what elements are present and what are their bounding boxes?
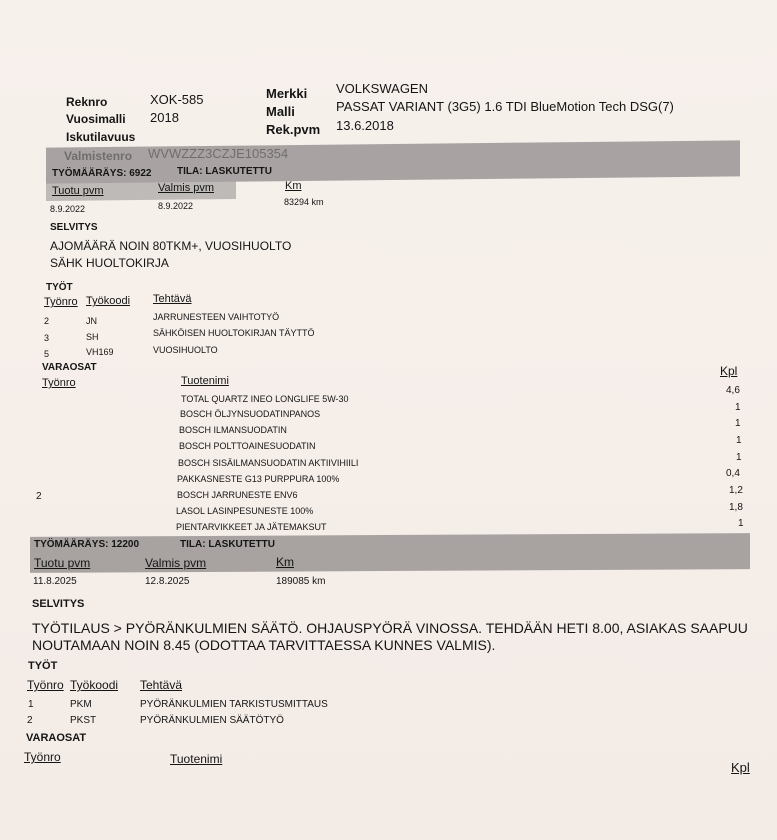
rekpvm-value: 13.6.2018 xyxy=(336,118,394,133)
order2-tyot-label: TYÖT xyxy=(28,660,58,672)
order1-tuotu-header: Tuotu pvm xyxy=(52,185,104,197)
merkki-value: VOLKSWAGEN xyxy=(336,81,428,96)
order2-job-nro: 1 xyxy=(28,699,34,710)
order1-valmis-header: Valmis pvm xyxy=(158,182,215,194)
part-kpl: 1 xyxy=(736,435,742,446)
part-name: BOSCH ÖLJYNSUODATINPANOS xyxy=(180,409,321,419)
part-nro: 2 xyxy=(36,491,42,502)
vuosimalli-label: Vuosimalli xyxy=(66,112,126,126)
part-name: BOSCH JARRUNESTE ENV6 xyxy=(177,490,298,500)
part-name: BOSCH POLTTOAINESUODATIN xyxy=(179,441,316,451)
order1-parts-tyonro-header: Työnro xyxy=(42,377,76,389)
order1-tila: TILA: LASKUTETTU xyxy=(177,166,272,177)
order1-tyot-label: TYÖT xyxy=(46,282,73,293)
order2-tila: TILA: LASKUTETTU xyxy=(180,539,275,550)
part-kpl: 1,2 xyxy=(729,485,743,496)
reknro-value: XOK-585 xyxy=(150,92,204,107)
part-kpl: 1 xyxy=(736,452,742,463)
iskutilavuus-label: Iskutilavuus xyxy=(66,130,136,144)
order2-parts-tyonro-header: Työnro xyxy=(24,750,61,764)
order2-job-tehtava: PYÖRÄNKULMIEN SÄÄTÖTYÖ xyxy=(140,715,284,726)
malli-value: PASSAT VARIANT (3G5) 1.6 TDI BlueMotion Tech DSG(7) xyxy=(336,99,674,114)
order2-tuotu: 11.8.2025 xyxy=(33,576,77,587)
order1-job-koodi: VH169 xyxy=(86,347,114,357)
part-kpl: 1,8 xyxy=(729,502,743,513)
order1-job-tehtava: VUOSIHUOLTO xyxy=(153,345,218,355)
part-name: BOSCH SISÄILMANSUODATIN AKTIIVIHIILI xyxy=(178,458,359,468)
rekpvm-label: Rek.pvm xyxy=(266,122,321,137)
order2-job-tehtava: PYÖRÄNKULMIEN TARKISTUSMITTAUS xyxy=(140,699,328,710)
order2-selvitys-line1: TYÖTILAUS > PYÖRÄNKULMIEN SÄÄTÖ. OHJAUSPYÖRÄ VINOSSA. TEHDÄÄN HETI 8.00, ASIAKAS SAAPUU xyxy=(32,620,748,636)
part-kpl: 1 xyxy=(738,518,744,529)
order2-valmis-header: Valmis pvm xyxy=(145,556,207,570)
order1-selvitys-line1: AJOMÄÄRÄ NOIN 80TKM+, VUOSIHUOLTO xyxy=(50,239,292,253)
order2-kpl-header: Kpl xyxy=(731,760,750,775)
part-kpl: 0,4 xyxy=(726,468,740,479)
order2-job-koodi: PKM xyxy=(70,699,92,710)
part-kpl: 4,6 xyxy=(726,385,740,396)
order2-tyokoodi-header: Työkoodi xyxy=(70,678,119,692)
reknro-label: Reknro xyxy=(66,95,108,109)
merkki-label: Merkki xyxy=(266,86,308,101)
malli-label: Malli xyxy=(266,104,295,119)
order1-job-tehtava: SÄHKÖISEN HUOLTOKIRJAN TÄYTTÖ xyxy=(153,328,315,338)
order1-tyokoodi-header: Työkoodi xyxy=(86,295,131,307)
part-kpl: 1 xyxy=(735,418,741,429)
order2-varaosat-label: VARAOSAT xyxy=(26,732,87,744)
order1-kpl-header: Kpl xyxy=(720,364,738,378)
order1-tuotu: 8.9.2022 xyxy=(50,204,86,214)
vuosimalli-value: 2018 xyxy=(150,110,179,125)
order2-tuotu-header: Tuotu pvm xyxy=(34,556,91,570)
order1-job-koodi: JN xyxy=(86,316,97,326)
order2-job-nro: 2 xyxy=(27,715,33,726)
order1-tyomaarays: TYÖMÄÄRÄYS: 6922 xyxy=(52,168,152,179)
order1-tehtava-header: Tehtävä xyxy=(153,293,192,305)
order1-job-tehtava: JARRUNESTEEN VAIHTOTYÖ xyxy=(153,312,280,322)
order2-tyomaarays: TYÖMÄÄRÄYS: 12200 xyxy=(34,539,140,550)
part-name: PIENTARVIKKEET JA JÄTEMAKSUT xyxy=(176,522,327,532)
order1-job-koodi: SH xyxy=(86,332,99,342)
order2-selvitys-line2: NOUTAMAAN NOIN 8.45 (ODOTTAA TARVITTAESSA KUNNES VALMIS). xyxy=(32,637,496,653)
part-kpl: 1 xyxy=(735,402,741,413)
order1-job-nro: 5 xyxy=(44,349,50,359)
part-name: BOSCH ILMANSUODATIN xyxy=(179,425,287,435)
order2-tyonro-header: Työnro xyxy=(27,678,64,692)
order2-tuotenimi-header: Tuotenimi xyxy=(170,752,223,766)
order1-km-header: Km xyxy=(285,180,302,192)
order1-valmis: 8.9.2022 xyxy=(158,201,194,211)
order1-km: 83294 km xyxy=(284,197,324,207)
order1-job-nro: 2 xyxy=(44,316,50,326)
order1-selvitys-label: SELVITYS xyxy=(50,222,98,233)
order1-job-nro: 3 xyxy=(44,333,50,343)
order2-km: 189085 km xyxy=(276,576,326,587)
order2-selvitys-label: SELVITYS xyxy=(32,598,85,610)
order2-tehtava-header: Tehtävä xyxy=(140,678,183,692)
order1-varaosat-label: VARAOSAT xyxy=(42,362,97,373)
order1-tuotenimi-header: Tuotenimi xyxy=(181,375,229,387)
part-name: PAKKASNESTE G13 PURPPURA 100% xyxy=(177,474,340,484)
order2-valmis: 12.8.2025 xyxy=(145,576,190,587)
part-name: TOTAL QUARTZ INEO LONGLIFE 5W-30 xyxy=(181,394,349,404)
order2-km-header: Km xyxy=(276,555,294,569)
order1-tyonro-header: Työnro xyxy=(44,296,78,308)
order2-job-koodi: PKST xyxy=(70,715,97,726)
order1-selvitys-line2: SÄHK HUOLTOKIRJA xyxy=(50,256,169,270)
part-name: LASOL LASINPESUNESTE 100% xyxy=(176,506,314,516)
